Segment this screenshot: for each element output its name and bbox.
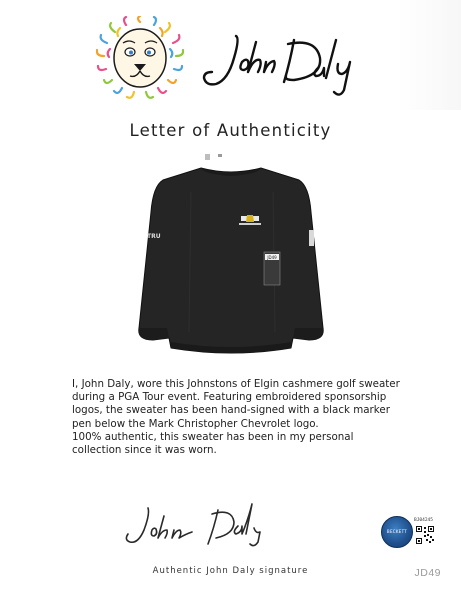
- seal-text: BECKETT: [386, 529, 408, 534]
- authentication-badge: [381, 514, 439, 548]
- beckett-seal-icon: [381, 516, 413, 548]
- john-daly-signature-bottom: [122, 500, 272, 550]
- certificate-id: BJ04245: [414, 518, 433, 523]
- lion-face-logo-icon: [96, 16, 184, 100]
- header: [0, 0, 461, 110]
- john-daly-signature-top: [198, 28, 368, 98]
- body-paragraph-1: I, John Daly, wore this Johnstons of Elgin cashmere golf sweater during a PGA Tour event. Featuring embroidered sponsorship logos, the sweater has been hand-signed with a black marker pen below the Mark Christopher Chevrolet logo.: [72, 378, 400, 430]
- tag-label: JD49: [267, 255, 277, 260]
- item-code: JD49: [414, 567, 441, 579]
- sleeve-logo-text: TRU: [147, 233, 161, 240]
- page-title: Letter of Authenticity: [129, 121, 332, 140]
- qr-code-icon: [415, 525, 435, 545]
- faded-background-text: [397, 0, 461, 110]
- sweater-photo: [131, 152, 331, 362]
- signature-caption: Authentic John Daly signature: [152, 566, 309, 576]
- body-paragraph-2: 100% authentic, this sweater has been in my personal collection since it was worn.: [72, 431, 354, 457]
- black-cashmere-sweater-icon: [139, 154, 323, 353]
